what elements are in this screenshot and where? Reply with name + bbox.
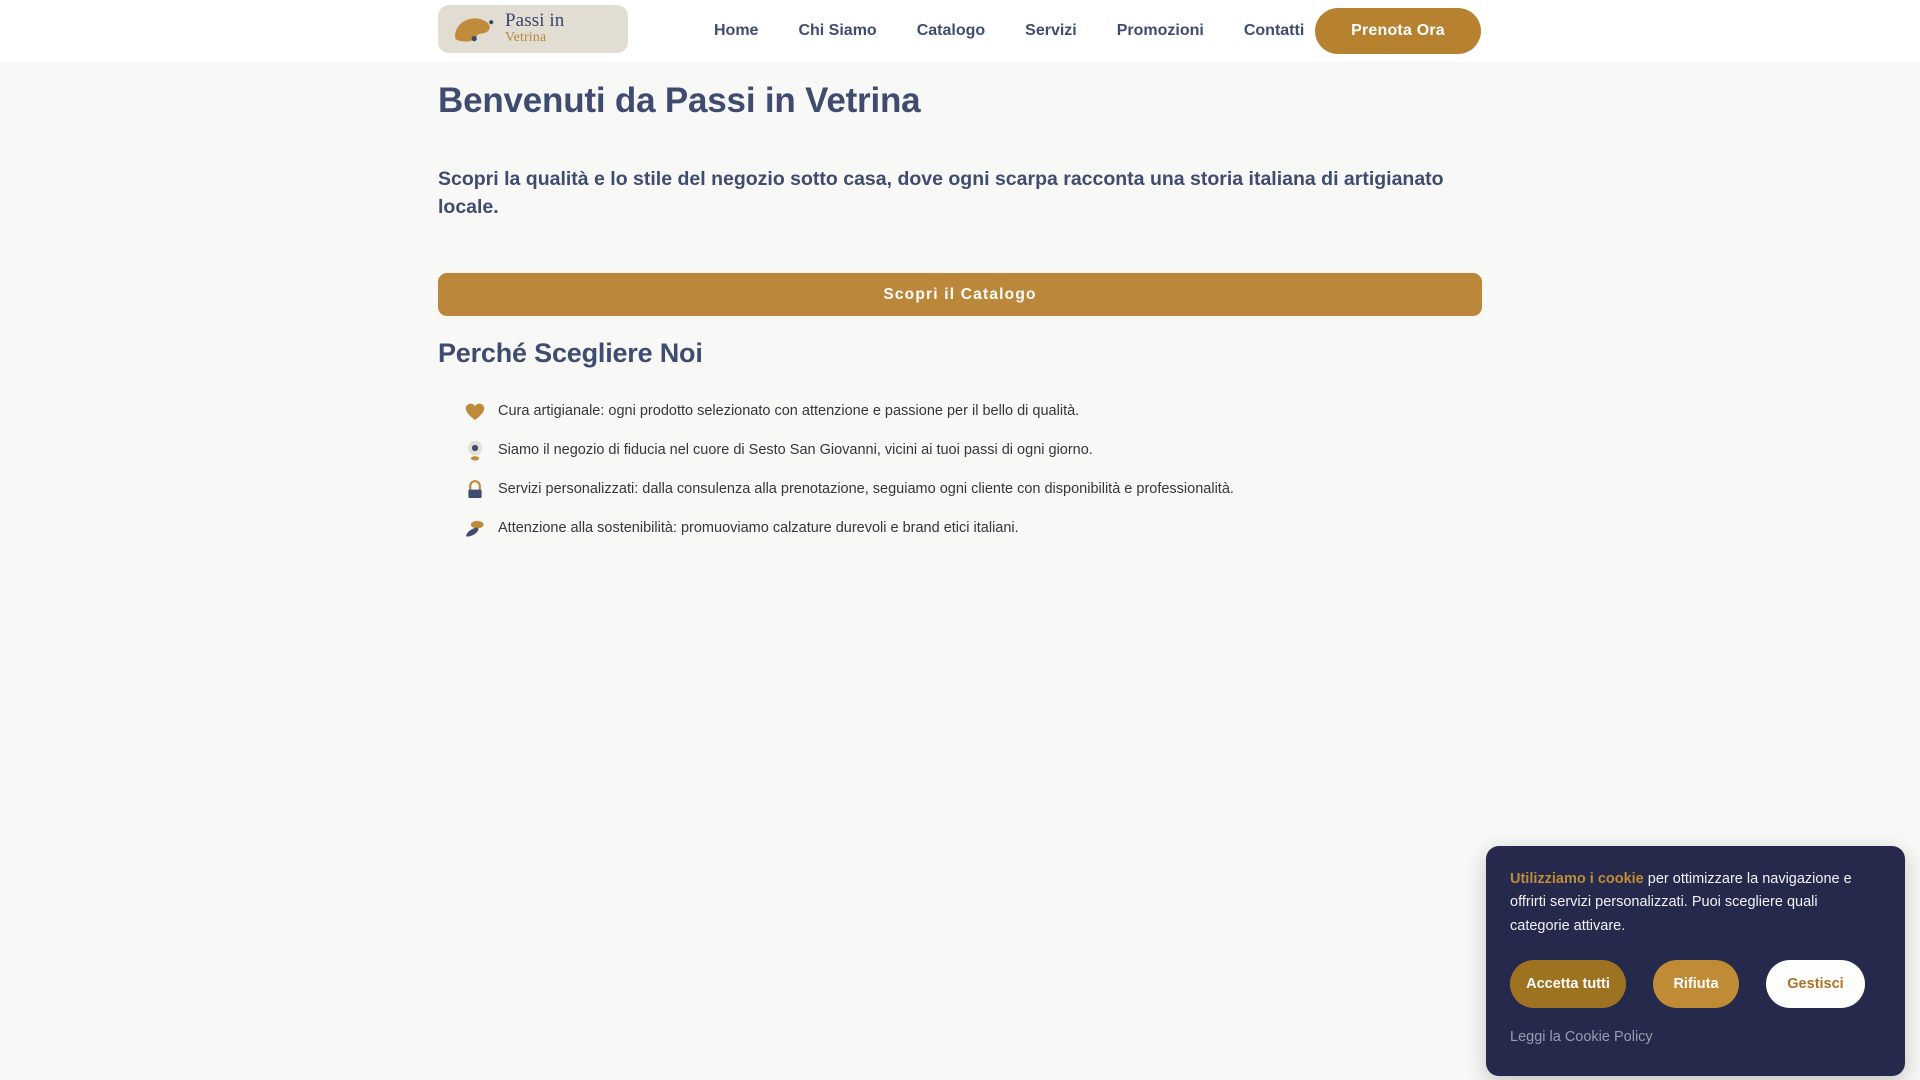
page-title: Benvenuti da Passi in Vetrina	[438, 81, 921, 120]
location-pin-icon	[462, 438, 488, 464]
main-content	[438, 62, 1482, 548]
benefit-list	[438, 392, 1482, 548]
cookie-banner-highlight: Utilizziamo i cookie	[1510, 871, 1644, 887]
manage-cookies-button[interactable]: Gestisci	[1766, 960, 1865, 1008]
site-header	[0, 0, 1920, 62]
scopri-catalogo-button[interactable]: Scopri il Catalogo	[438, 273, 1482, 316]
shoe-icon	[462, 516, 488, 542]
cookie-policy-link[interactable]: Leggi la Cookie Policy	[1510, 1029, 1653, 1046]
benefit-text: Cura artigianale: ogni prodotto selezionato con attenzione e passione per il bello di qualità.	[498, 403, 1080, 420]
accept-all-cookies-button[interactable]: Accetta tutti	[1510, 960, 1626, 1008]
benefit-text: Servizi personalizzati: dalla consulenza alla prenotazione, seguiamo ogni cliente con disponibilità e professionalità.	[498, 481, 1234, 498]
nav-item-servizi[interactable]: Servizi	[1025, 22, 1077, 39]
logo-brand-sub: Vetrina	[505, 29, 547, 45]
heart-icon	[462, 399, 488, 425]
logo[interactable]	[438, 5, 628, 53]
nav-item-chi-siamo[interactable]: Chi Siamo	[798, 22, 877, 39]
nav-item-promozioni[interactable]: Promozioni	[1116, 22, 1204, 39]
nav-item-catalogo[interactable]: Catalogo	[916, 22, 986, 39]
list-item	[438, 431, 1482, 470]
nav-item-home[interactable]: Home	[714, 22, 759, 39]
reject-cookies-button[interactable]: Rifiuta	[1653, 960, 1739, 1008]
section-title-perche: Perché Scegliere Noi	[438, 338, 703, 369]
nav-item-contatti[interactable]: Contatti	[1243, 22, 1305, 39]
benefit-text: Siamo il negozio di fiducia nel cuore di Sesto San Giovanni, vicini ai tuoi passi di ogni giorno.	[498, 442, 1093, 459]
list-item	[438, 509, 1482, 548]
list-item	[438, 470, 1482, 509]
cookie-consent-banner	[1486, 846, 1905, 1076]
lead-paragraph: Scopri la qualità e lo stile del negozio sotto casa, dove ogni scarpa racconta una storia italiana di artigianato locale.	[438, 168, 1444, 218]
logo-brand-main: Passi in	[505, 10, 565, 32]
cookie-banner-text	[1510, 868, 1881, 938]
swoosh-logo-icon	[452, 14, 496, 44]
benefit-text: Attenzione alla sostenibilità: promuoviamo calzature durevoli e brand etici italiani.	[498, 520, 1019, 537]
main-navigation	[694, 0, 1324, 62]
prenota-ora-button[interactable]: Prenota Ora	[1315, 8, 1481, 54]
lock-icon	[462, 477, 488, 503]
cookie-banner-body: per ottimizzare la navigazione e offrirti servizi personalizzati. Puoi scegliere quali categorie attivare.	[1510, 871, 1852, 934]
cookie-action-buttons	[1510, 960, 1881, 1008]
list-item	[438, 392, 1482, 431]
